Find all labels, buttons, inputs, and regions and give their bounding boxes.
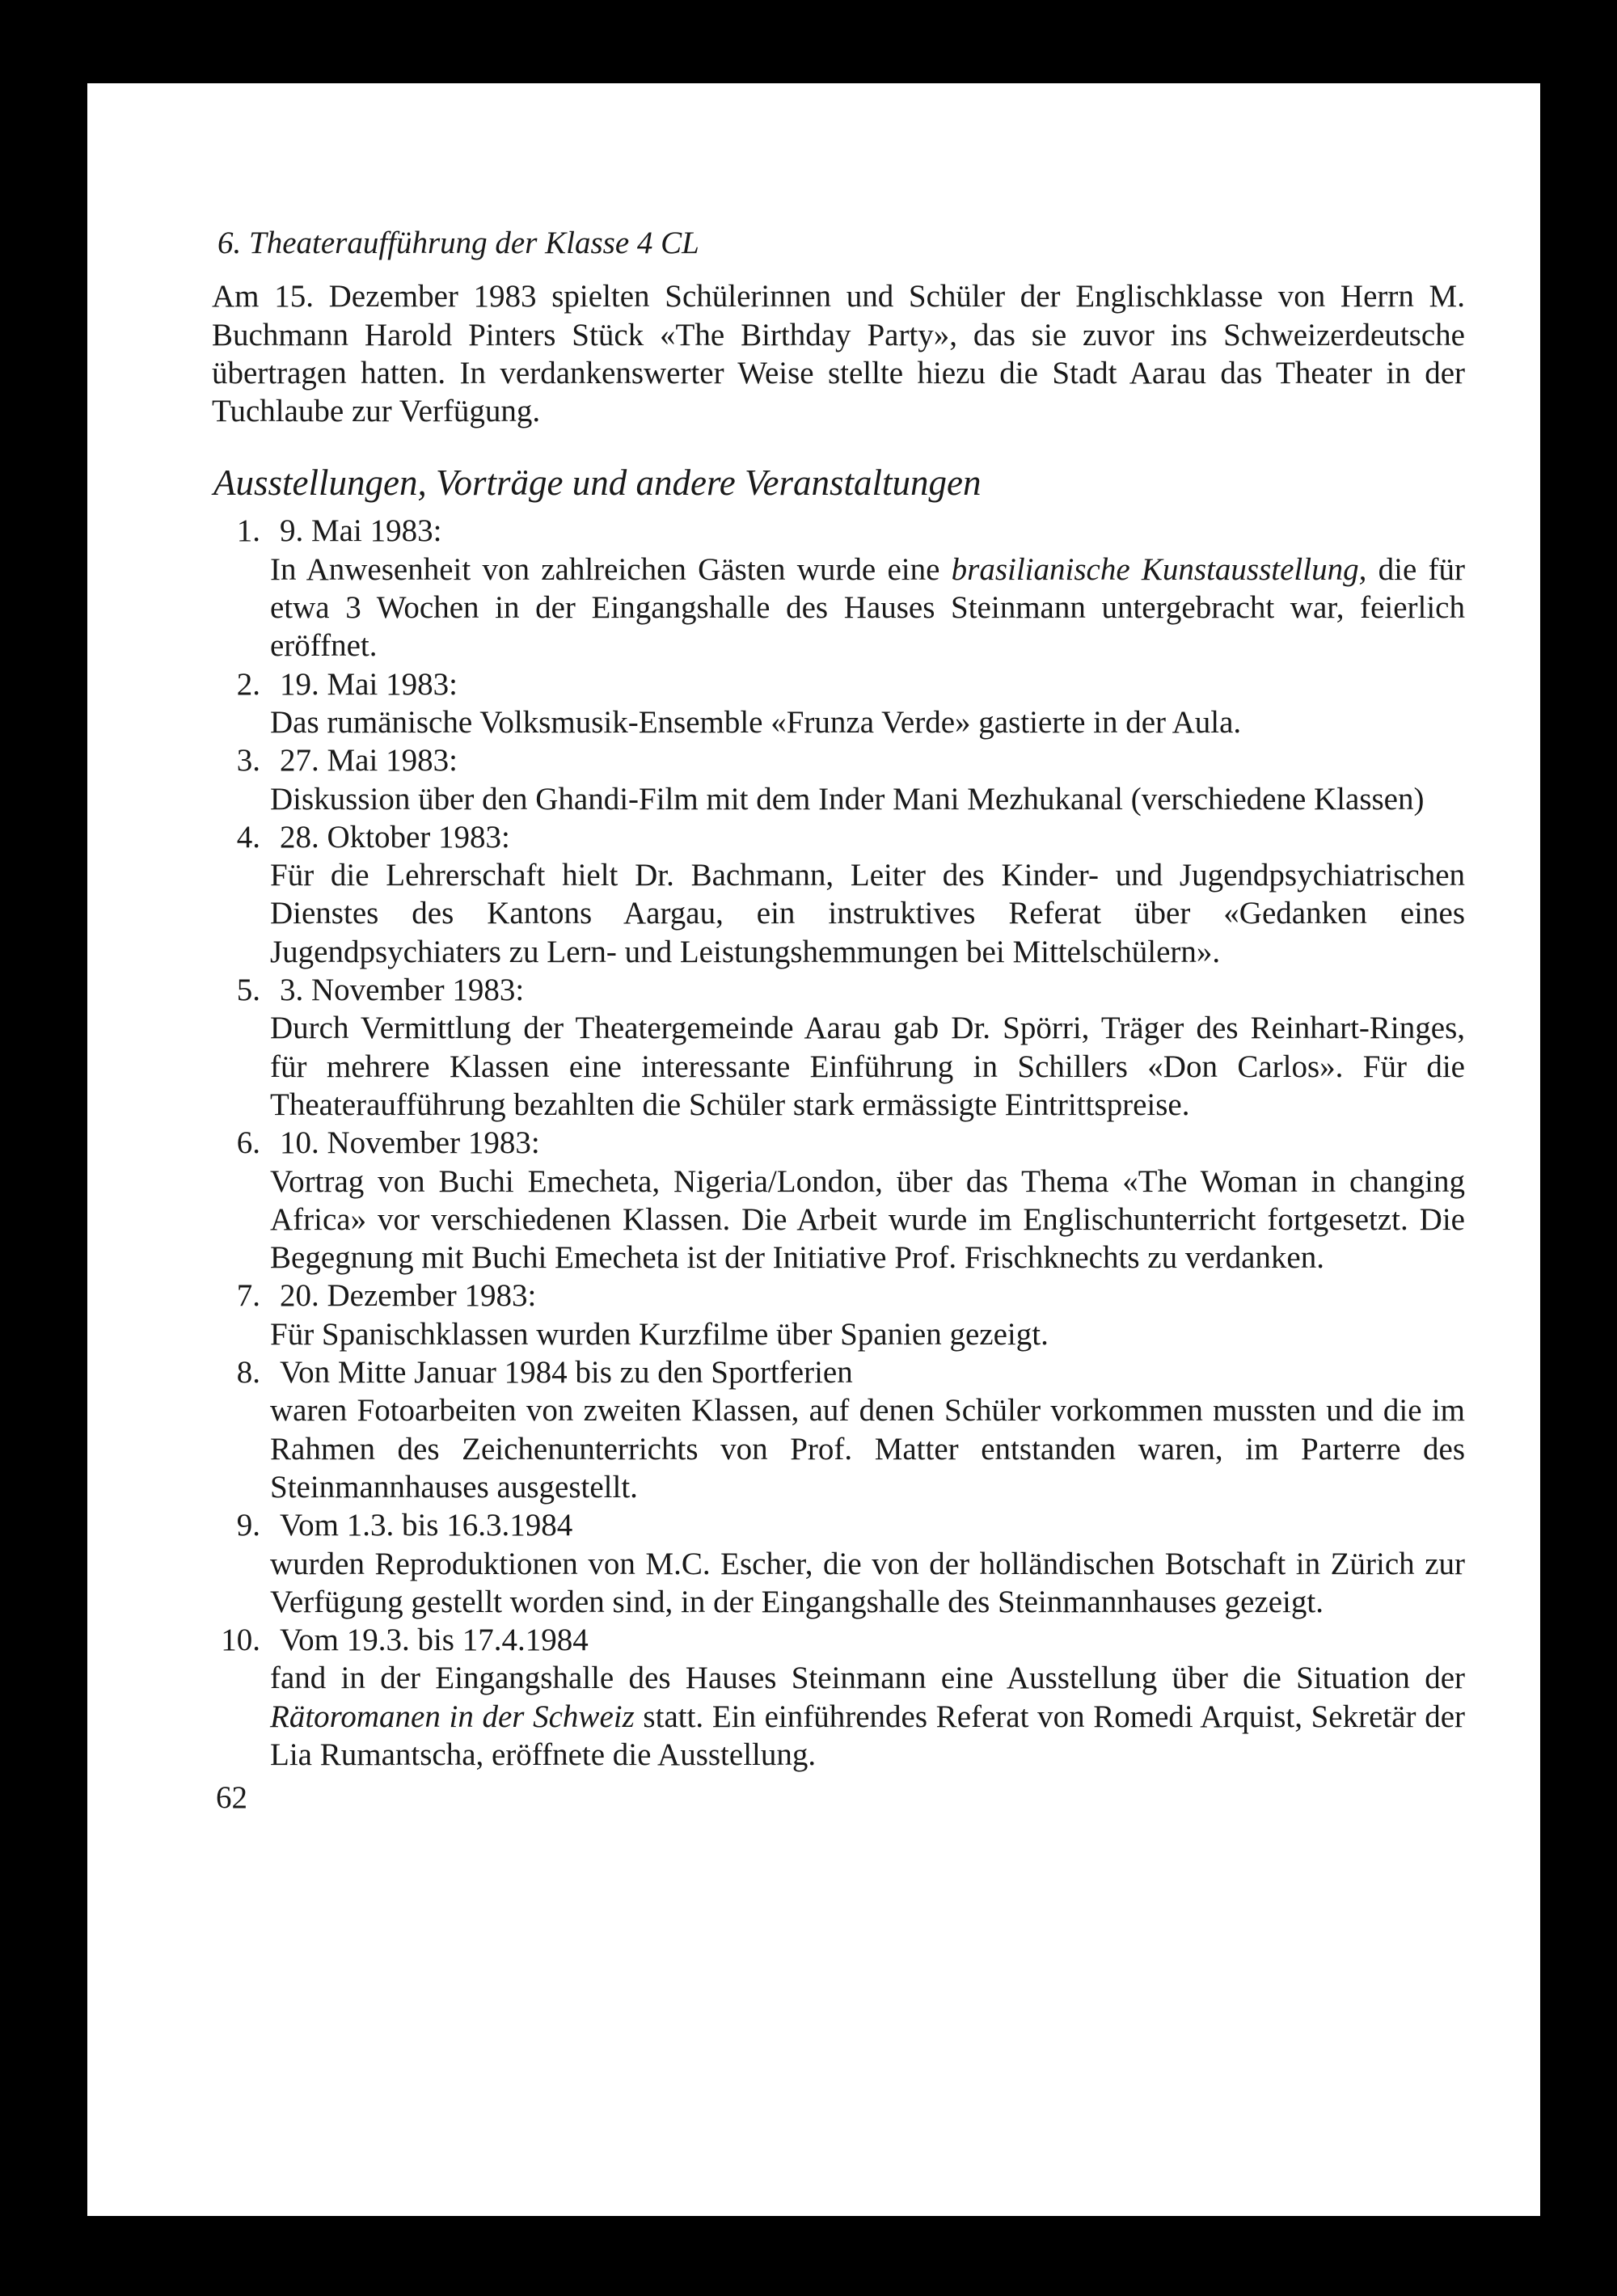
event-date: 9. Mai 1983: — [280, 513, 442, 549]
event-item-3 — [212, 741, 1465, 818]
event-number: 6. — [236, 1125, 260, 1161]
section-heading-events: Ausstellungen, Vorträge und andere Veranstaltungen — [213, 462, 982, 504]
event-description: Durch Vermittlung der Theatergemeinde Aarau gab Dr. Spörri, Träger des Reinhart-Ringes, für mehrere Klassen eine interessante Einführung in Schillers «Don Carlos». Für die Theateraufführung bezahlten die Schüler stark ermässigte Eintrittspreise. — [270, 1011, 1465, 1122]
event-number: 10. — [221, 1623, 260, 1658]
event-emphasis: Rätoromanen in der Schweiz — [270, 1699, 635, 1734]
event-date: Vom 19.3. bis 17.4.1984 — [280, 1623, 589, 1658]
event-emphasis: brasilianische Kunstausstellung, — [951, 551, 1367, 587]
event-number: 9. — [236, 1508, 260, 1543]
page-number: 62 — [216, 1780, 247, 1816]
event-date: 20. Dezember 1983: — [280, 1278, 537, 1314]
event-date: 10. November 1983: — [280, 1125, 540, 1161]
event-item-8 — [212, 1353, 1465, 1506]
event-item-10 — [212, 1621, 1465, 1774]
event-item-6 — [212, 1124, 1465, 1277]
event-description: Für die Lehrerschaft hielt Dr. Bachmann, Leiter des Kinder- und Jugendpsychiatrischen Dienstes des Kantons Aargau, ein instruktives Referat über «Gedanken eines Jugendpsychiaters zu Lern- und Leistungshemmungen bei Mittelschülern». — [270, 858, 1465, 969]
theater-paragraph: Am 15. Dezember 1983 spielten Schülerinnen und Schüler der Englischklasse von Herrn M. Buchmann Harold Pinters Stück «The Birthday Party», das sie zuvor ins Schweizerdeutsche übertragen hatten. In verdankenswerter Weise stellte hiezu die Stadt Aarau das Theater in der Tuchlaube zur Verfügung. — [212, 279, 1465, 429]
event-date: 28. Oktober 1983: — [280, 819, 510, 855]
events-list — [212, 512, 1465, 1774]
event-description: In Anwesenheit von zahlreichen Gästen wurde eine brasilianische Kunstausstellung, die für etwa 3 Wochen in der Eingangshalle des Hauses Steinmann untergebracht war, feierlich eröffnet. — [270, 551, 1465, 664]
event-description: fand in der Eingangshalle des Hauses Steinmann eine Ausstellung über die Situation der Rätoromanen in der Schweiz statt. Ein einführendes Referat von Romedi Arquist, Sekretär der Lia Rumantscha, eröffnete die Ausstellung. — [270, 1661, 1465, 1772]
event-date: 19. Mai 1983: — [280, 666, 458, 702]
event-date: Von Mitte Januar 1984 bis zu den Sportferien — [280, 1355, 853, 1391]
page-content — [212, 224, 1465, 1817]
event-number: 8. — [236, 1355, 260, 1391]
event-description: Für Spanischklassen wurden Kurzfilme über Spanien gezeigt. — [270, 1316, 1049, 1352]
event-item-1 — [212, 512, 1465, 665]
event-item-7 — [212, 1277, 1465, 1353]
event-number: 5. — [236, 973, 260, 1008]
event-number: 2. — [236, 666, 260, 702]
event-date: 3. November 1983: — [280, 973, 525, 1008]
event-number: 7. — [236, 1278, 260, 1314]
event-description: Das rumänische Volksmusik-Ensemble «Frunza Verde» gastierte in der Aula. — [270, 704, 1242, 740]
event-number: 4. — [236, 819, 260, 855]
event-date: 27. Mai 1983: — [280, 743, 458, 779]
event-description: waren Fotoarbeiten von zweiten Klassen, auf denen Schüler vorkommen mussten und die im Rahmen des Zeichenunterrichts von Prof. Matter entstanden waren, im Parterre des Steinmannhauses ausgestellt. — [270, 1393, 1465, 1505]
section-title-theater: 6. Theateraufführung der Klasse 4 CL — [217, 226, 699, 260]
event-description: Vortrag von Buchi Emecheta, Nigeria/London, über das Thema «The Woman in changing Africa» vor verschiedenen Klassen. Die Arbeit wurde im Englischunterricht fortgesetzt. Die Begegnung mit Buchi Emecheta ist der Initiative Prof. Frischknechts zu verdanken. — [270, 1163, 1465, 1276]
event-date: Vom 1.3. bis 16.3.1984 — [280, 1508, 573, 1543]
event-description: Diskussion über den Ghandi-Film mit dem Inder Mani Mezhukanal (verschiedene Klassen) — [270, 781, 1425, 817]
event-description: wurden Reproduktionen von M.C. Escher, die von der holländischen Botschaft in Zürich zur Verfügung gestellt worden sind, in der Eingangshalle des Steinmannhauses gezeigt. — [270, 1546, 1465, 1619]
event-item-4 — [212, 818, 1465, 971]
event-item-5 — [212, 971, 1465, 1124]
event-number: 3. — [236, 743, 260, 779]
event-item-9 — [212, 1506, 1465, 1621]
event-number: 1. — [236, 513, 260, 549]
event-item-2 — [212, 665, 1465, 742]
